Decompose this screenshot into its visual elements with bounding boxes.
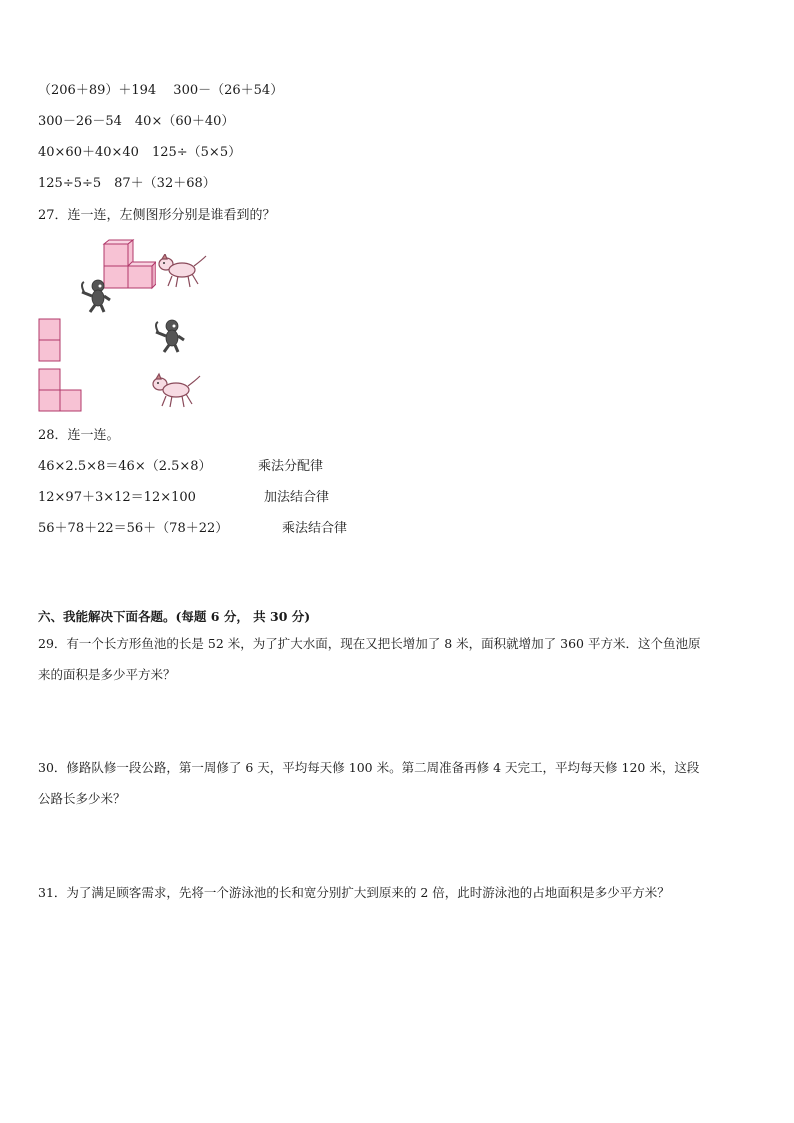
expression-1: （206＋89）＋194 300－（26＋54） xyxy=(38,83,284,98)
monkey-icon xyxy=(152,318,188,354)
view-figure-vertical-icon xyxy=(38,318,62,362)
expression-4: 125÷5÷5 87＋（32＋68） xyxy=(38,176,216,191)
q28-right-2: 加法结合律 xyxy=(264,490,330,505)
question-30-line-1: 30．修路队修一段公路，第一周修了 6 天，平均每天修 100 米。第二周准备再修 4 天完工，平均每天修 120 米，这段 xyxy=(38,760,700,775)
monkey-icon xyxy=(78,278,114,314)
question-28: 28．连一连。 xyxy=(38,428,120,443)
question-31-line-1: 31．为了满足顾客需求，先将一个游泳池的长和宽分别扩大到原来的 2 倍，此时游泳池的占地面积是多少平方米？ xyxy=(38,885,670,900)
dog-icon xyxy=(156,254,208,290)
q28-left-2: 12×97＋3×12＝12×100 xyxy=(38,490,196,505)
question-27: 27．连一连，左侧图形分别是谁看到的？ xyxy=(38,208,276,223)
section-6-title: 六、我能解决下面各题。(每题 6 分， 共 30 分) xyxy=(38,609,311,624)
q28-left-1: 46×2.5×8＝46×（2.5×8） xyxy=(38,459,212,474)
q28-right-3: 乘法结合律 xyxy=(282,521,348,536)
expression-3: 40×60＋40×40 125÷（5×5） xyxy=(38,145,242,160)
question-30-line-2: 公路长多少米？ xyxy=(38,791,126,806)
q28-right-1: 乘法分配律 xyxy=(258,459,324,474)
question-29-line-1: 29．有一个长方形鱼池的长是 52 米，为了扩大水面，现在又把长增加了 8 米，面积就增加了 360 平方米．这个鱼池原 xyxy=(38,636,701,651)
dog-icon xyxy=(150,372,202,410)
question-29-line-2: 来的面积是多少平方米？ xyxy=(38,667,176,682)
q28-left-3: 56＋78＋22＝56＋（78＋22） xyxy=(38,521,229,536)
expression-2: 300－26－54 40×（60＋40） xyxy=(38,114,235,129)
view-figure-l-shape-icon xyxy=(38,368,84,412)
